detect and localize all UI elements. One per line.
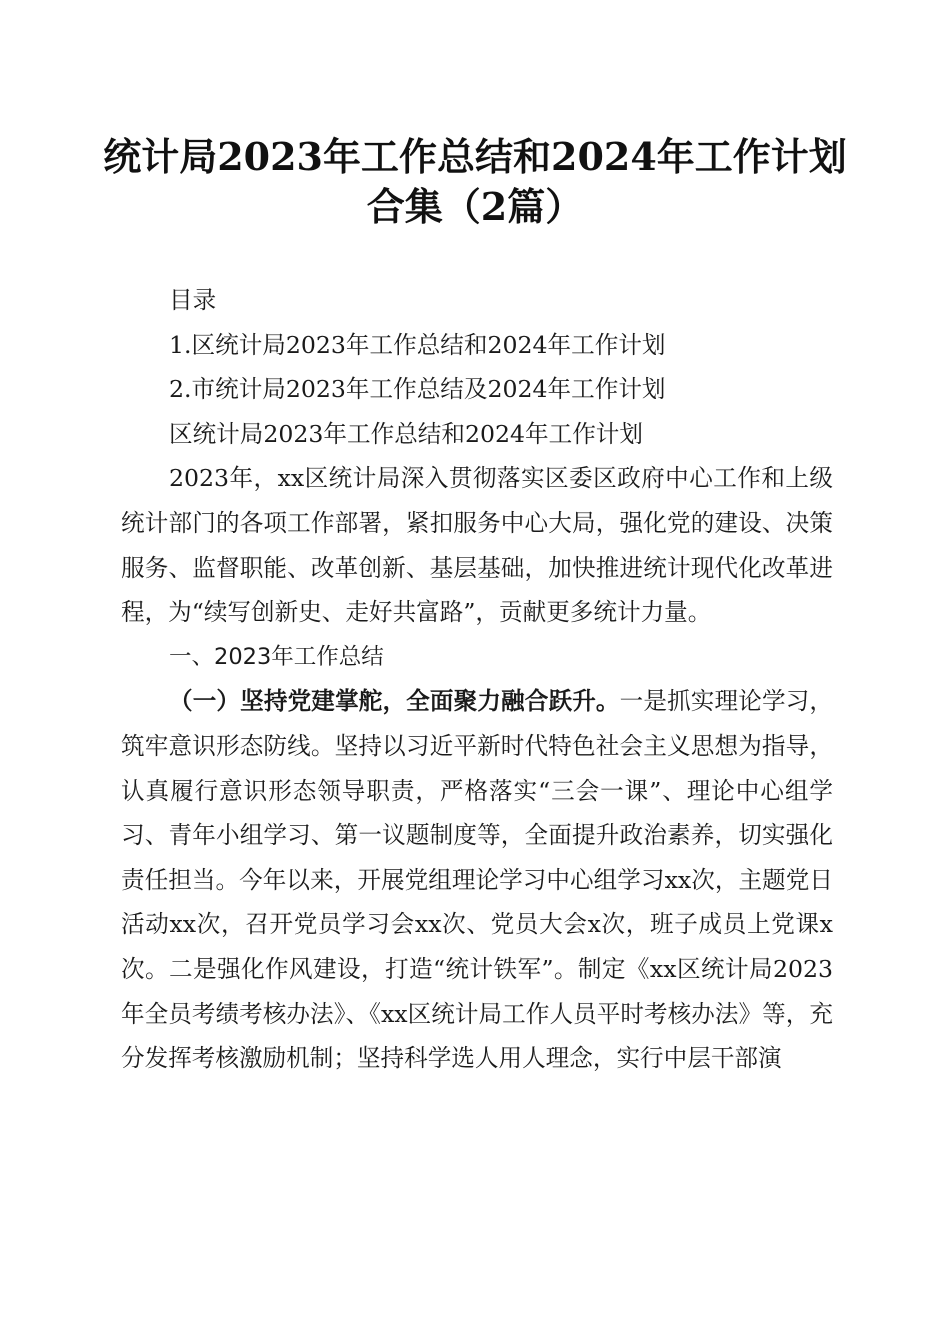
article-title: 区统计局2023年工作总结和2024年工作计划 <box>169 419 643 448</box>
subsection-title: （一）坚持党建掌舵，全面聚力融合跃升。 <box>169 687 620 716</box>
document-title: 统计局2023年工作总结和2024年工作计划合集（2篇） <box>103 134 847 229</box>
document-body <box>121 278 833 1081</box>
subsection-paragraph <box>121 679 833 1080</box>
toc-item-2: 2.市统计局2023年工作总结及2024年工作计划 <box>169 375 666 404</box>
toc-item-1: 1.区统计局2023年工作总结和2024年工作计划 <box>169 330 666 359</box>
toc-heading: 目录 <box>169 286 217 314</box>
subsection-body: 一是抓实理论学习，筑牢意识形态防线。坚持以习近平新时代特色社会主义思想为指导，认真履行意识形态领导职责，严格落实“三会一课”、理论中心组学习、青年小组学习、第一议题制度等，全面提升政治素养，切实强化责任担当。今年以来，开展党组理论学习中心组学习xx次，主题党日活动xx次，召开党员学习会xx次、党员大会x次，班子成员上党课x次。二是强化作风建设，打造“统计铁军”。制定《xx区统计局2023年全员考绩考核办法》、《xx区统计局工作人员平时考核办法》等，充分发挥考核激励机制；坚持科学选人用人理念，实行中层干部演 <box>121 687 833 1073</box>
section-heading: 一、2023年工作总结 <box>169 643 384 670</box>
intro-paragraph: 2023年，xx区统计局深入贯彻落实区委区政府中心工作和上级统计部门的各项工作部署，紧扣服务中心大局，强化党的建设、决策服务、监督职能、改革创新、基层基础，加快推进统计现代化改革进程，为“续写创新史、走好共富路”，贡献更多统计力量。 <box>121 464 833 627</box>
